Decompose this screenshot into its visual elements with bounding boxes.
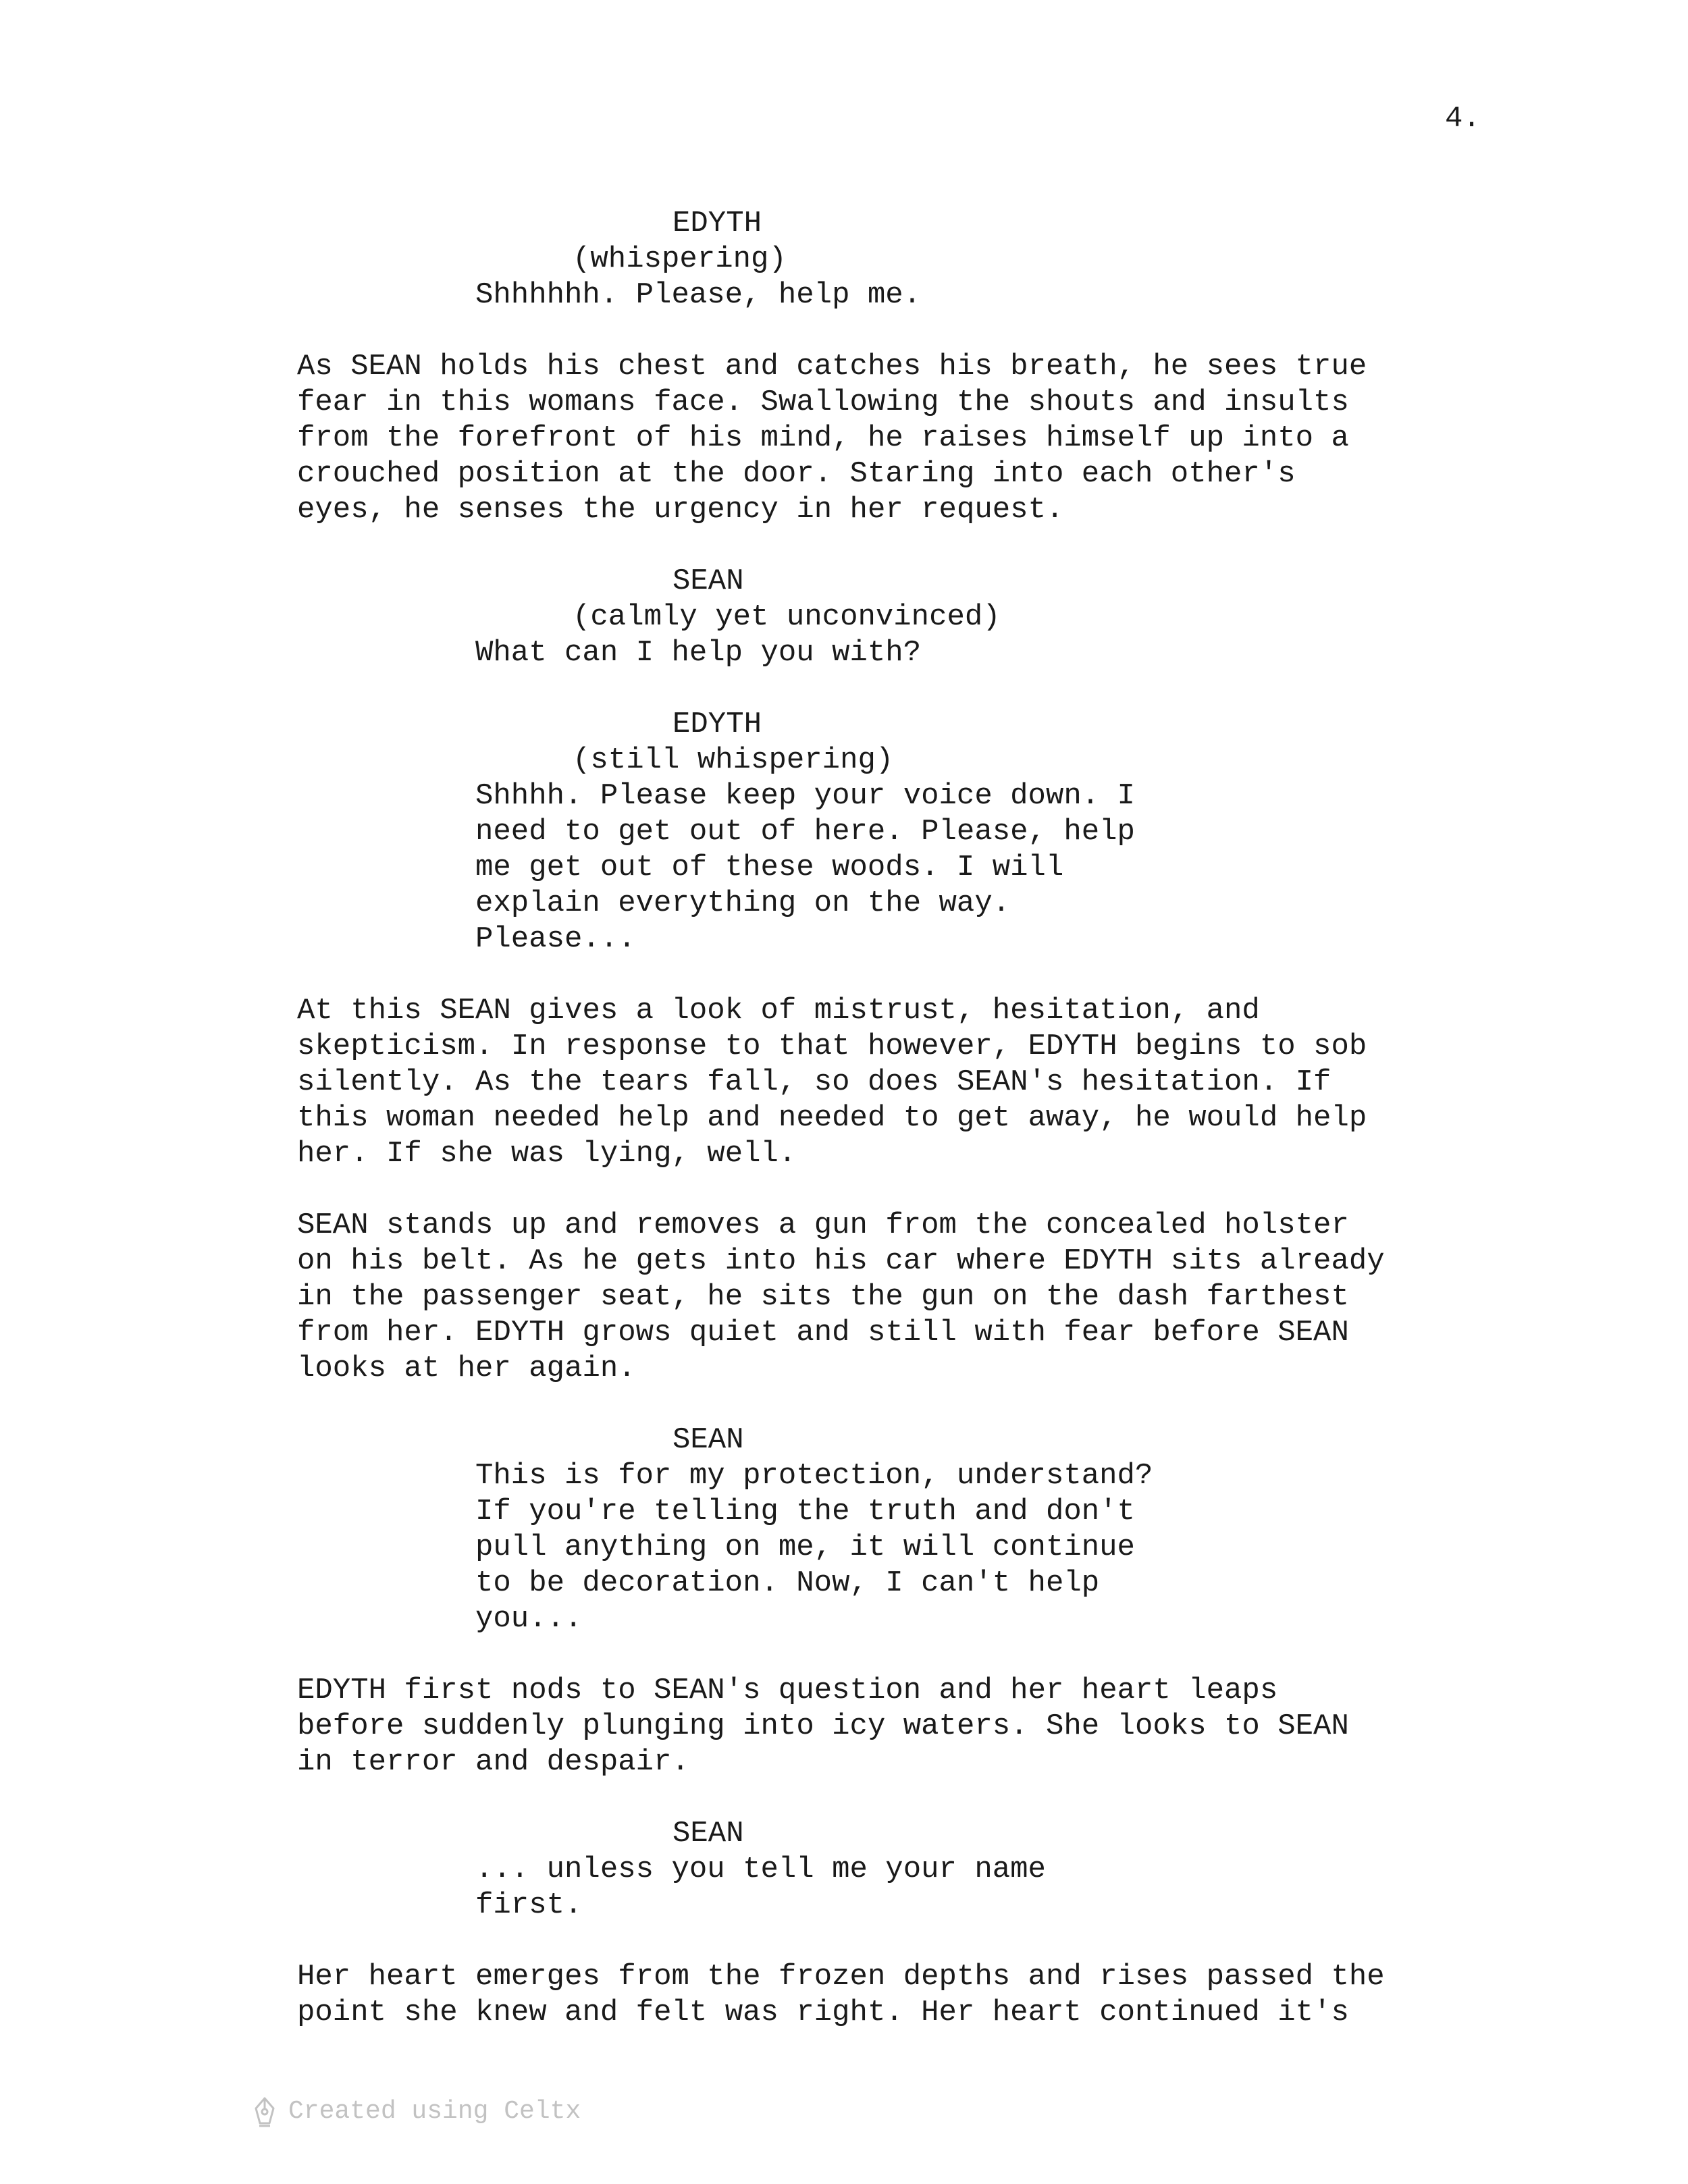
action-paragraph [297,993,1634,1172]
dialogue-block [297,206,1634,313]
dialogue-line: explain everything on the way. [475,886,1011,920]
dialogue-line: Shhhh. Please keep your voice down. I [475,779,1135,813]
dialogue-line: pull anything on me, it will continue [475,1530,1135,1564]
action-line: from her. EDYTH grows quiet and still with fear before SEAN [297,1316,1349,1350]
dialogue-line: me get out of these woods. I will [475,851,1064,884]
parenthetical: (whispering) [573,242,787,276]
character-name: SEAN [672,1423,744,1457]
action-line: As SEAN holds his chest and catches his breath, he sees true [297,350,1367,383]
parenthetical: (calmly yet unconvinced) [573,600,1001,634]
action-line: in terror and despair. [297,1745,689,1779]
character-name: SEAN [672,564,744,598]
dialogue-line: Please... [475,922,636,956]
action-paragraph [297,1208,1634,1387]
action-line: her. If she was lying, well. [297,1137,797,1171]
action-line: EDYTH first nods to SEAN's question and her heart leaps [297,1674,1278,1707]
action-paragraph [297,1673,1634,1780]
footer-text: Created using Celtx [288,2097,581,2126]
action-line: At this SEAN gives a look of mistrust, hesitation, and [297,994,1260,1028]
dialogue-line: ... unless you tell me your name [475,1853,1046,1886]
action-line: skepticism. In response to that however, EDYTH begins to sob [297,1030,1367,1063]
action-line: on his belt. As he gets into his car where EDYTH sits already [297,1244,1385,1278]
dialogue-line: need to get out of here. Please, help [475,815,1135,849]
dialogue-line: first. [475,1888,583,1922]
dialogue-line: This is for my protection, understand? [475,1459,1153,1493]
screenplay-content [297,206,1634,2031]
dialogue-line: If you're telling the truth and don't [475,1495,1135,1528]
action-line: eyes, he senses the urgency in her request. [297,493,1064,527]
action-line: SEAN stands up and removes a gun from the concealed holster [297,1208,1349,1242]
dialogue-block [297,564,1634,671]
action-line: in the passenger seat, he sits the gun on the dash farthest [297,1280,1349,1314]
action-paragraph [297,1959,1634,2031]
action-line: from the forefront of his mind, he raises himself up into a [297,421,1349,455]
action-line: crouched position at the door. Staring into each other's [297,457,1296,491]
dialogue-line: What can I help you with? [475,636,922,670]
footer [253,2096,581,2127]
dialogue-block [297,707,1634,957]
action-line: before suddenly plunging into icy waters. She looks to SEAN [297,1709,1349,1743]
action-line: silently. As the tears fall, so does SEAN's hesitation. If [297,1065,1331,1099]
action-line: Her heart emerges from the frozen depths and rises passed the [297,1960,1385,1994]
action-line: looks at her again. [297,1352,636,1385]
dialogue-block [297,1816,1634,1923]
action-line: point she knew and felt was right. Her heart continued it's [297,1996,1349,2029]
character-name: EDYTH [672,207,762,240]
dialogue-line: to be decoration. Now, I can't help [475,1566,1100,1600]
dialogue-line: Shhhhhh. Please, help me. [475,278,922,312]
character-name: EDYTH [672,708,762,741]
action-line: this woman needed help and needed to get away, he would help [297,1101,1367,1135]
dialogue-line: you... [475,1602,583,1636]
action-paragraph [297,349,1634,528]
dialogue-block [297,1422,1634,1637]
action-line: fear in this womans face. Swallowing the shouts and insults [297,385,1349,419]
parenthetical: (still whispering) [573,743,894,777]
celtx-pen-icon [253,2096,276,2127]
character-name: SEAN [672,1817,744,1850]
page-number: 4. [1445,102,1481,136]
